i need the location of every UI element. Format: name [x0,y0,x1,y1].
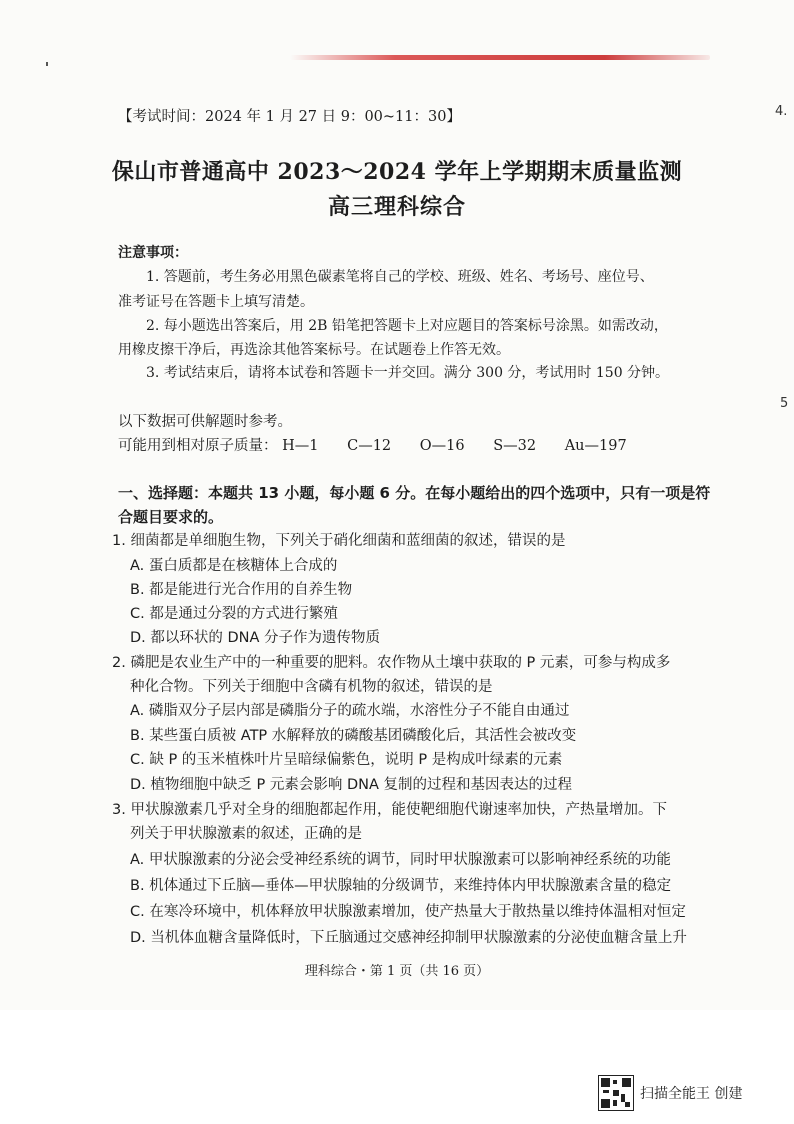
question-option: D. 当机体血糖含量降低时，下丘脑通过交感神经抑制甲状腺激素的分泌使血糖含量上升 [130,930,687,946]
question-stem: 1. 细菌都是单细胞生物，下列关于硝化细菌和蓝细菌的叙述，错误的是 [112,533,566,549]
question-option: B. 某些蛋白质被 ATP 水解释放的磷酸基团磷酸化后，其活性会被改变 [130,728,577,744]
exam-time: 【考试时间：2024 年 1 月 27 日 9：00~11：30】 [118,109,461,125]
notice-line: 1. 答题前，考生务必用黑色碳素笔将自己的学校、班级、姓名、考场号、座位号、 [146,269,654,285]
exam-subtitle: 高三理科综合 [327,194,466,220]
notice-line: 准考证号在答题卡上填写清楚。 [118,294,314,310]
question-stem: 3. 甲状腺激素几乎对全身的细胞都起作用，能使靶细胞代谢速率加快，产热量增加。下 [112,802,667,818]
question-stem: 2. 磷肥是农业生产中的一种重要的肥料。农作物从土壤中获取的 P 元素，可参与构成多 [112,655,671,671]
red-header-stripe [290,55,710,60]
question-option: D. 都以环状的 DNA 分子作为遗传物质 [130,630,381,646]
reference-intro: 以下数据可供解题时参考。 [118,414,292,430]
atomic-mass-c: C—12 [347,438,392,454]
question-option: B. 机体通过下丘脑—垂体—甲状腺轴的分级调节，来维持体内甲状腺激素含量的稳定 [130,878,672,894]
atomic-mass-s: S—32 [493,438,537,454]
atomic-mass-label: 可能用到相对原子质量： [118,438,278,454]
edge-mark-mid: 5 [780,396,789,411]
question-option: A. 磷脂双分子层内部是磷脂分子的疏水端，水溶性分子不能自由通过 [130,703,570,719]
question-option: A. 蛋白质都是在核糖体上合成的 [130,558,338,574]
question-option: A. 甲状腺激素的分泌会受神经系统的调节，同时甲状腺激素可以影响神经系统的功能 [130,852,671,868]
question-option: D. 植物细胞中缺乏 P 元素会影响 DNA 复制的过程和基因表达的过程 [130,777,572,793]
notice-line: 3. 考试结束后，请将本试卷和答题卡一并交回。满分 300 分，考试用时 150 分钟。 [146,365,670,381]
exam-title: 保山市普通高中 2023～2024 学年上学期期末质量监测 [111,159,683,185]
question-option: C. 都是通过分裂的方式进行繁殖 [130,606,338,622]
atomic-mass-o: O—16 [419,438,465,454]
notice-line: 用橡皮擦干净后，再选涂其他答案标号。在试题卷上作答无效。 [118,342,510,358]
question-option: C. 在寒冷环境中，机体释放甲状腺激素增加，使产热量大于散热量以维持体温相对恒定 [130,904,686,920]
question-option: B. 都是能进行光合作用的自养生物 [130,582,353,598]
edge-mark-top: 4. [775,104,788,119]
question-option: C. 缺 P 的玉米植株叶片呈暗绿偏紫色，说明 P 是构成叶绿素的元素 [130,752,563,768]
question-stem-cont: 种化合物。下列关于细胞中含磷有机物的叙述，错误的是 [130,679,493,695]
atomic-mass-au: Au—197 [564,438,627,454]
page-footer: 理科综合・第 1 页（共 16 页） [304,964,490,979]
scanner-watermark: 扫描全能王 创建 [640,1086,743,1102]
notice-line: 2. 每小题选出答案后，用 2B 铅笔把答题卡上对应题目的答案标号涂黑。如需改动， [146,318,668,334]
qr-code-icon [598,1075,634,1111]
atomic-mass-row [118,434,627,455]
scan-tick-mark [46,62,48,66]
section-heading-cont: 合题目要求的。 [118,508,224,526]
atomic-mass-h: H—1 [282,438,319,454]
section-heading: 一、选择题：本题共 13 小题，每小题 6 分。在每小题给出的四个选项中，只有一项是符 [118,484,711,502]
notice-heading: 注意事项： [118,245,188,261]
question-stem-cont: 列关于甲状腺激素的叙述，正确的是 [130,826,362,842]
